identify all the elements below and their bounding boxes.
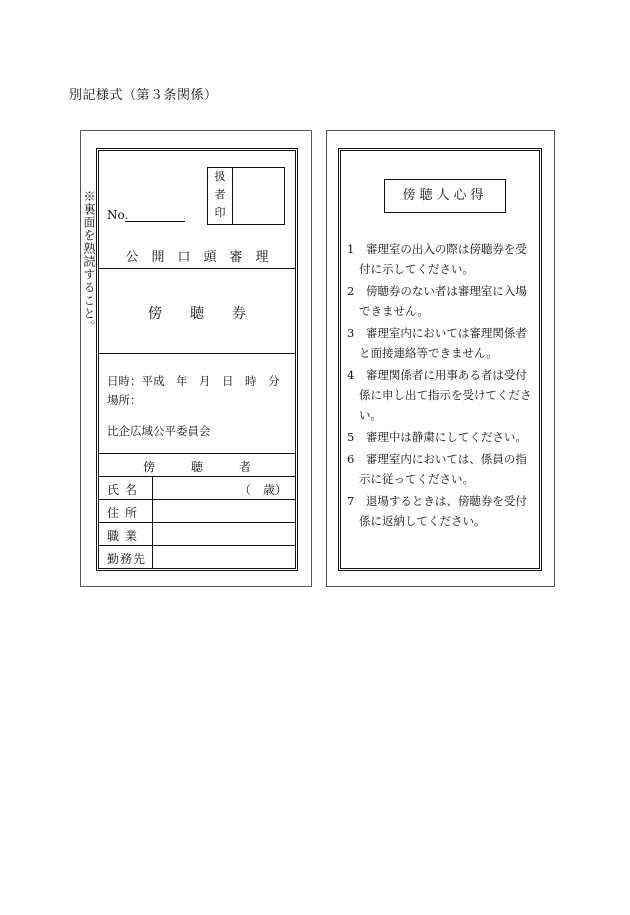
form-heading: 別記様式（第３条関係） xyxy=(69,88,218,103)
table-row xyxy=(99,499,295,523)
handler-stamp-box xyxy=(207,167,285,225)
column-divider xyxy=(152,477,153,500)
age-note: （ 歳） xyxy=(238,483,287,497)
rule-item: 3 審理室内においては審理関係者と面接連絡等できません。 xyxy=(347,326,527,360)
place-label: 場所： xyxy=(107,393,142,407)
stamp-label xyxy=(208,168,233,224)
rule-item: 7 退場するときは、傍聴券を受付係に返納してください。 xyxy=(347,494,527,528)
ticket-front xyxy=(96,148,298,571)
rule-item: 6 審理室内においては、係員の指示に従ってください。 xyxy=(347,452,527,486)
rules-list xyxy=(347,239,533,533)
column-divider xyxy=(152,546,153,569)
vertical-note: ※裏面を熟読すること。 xyxy=(82,190,96,333)
table-row xyxy=(99,545,295,569)
divider xyxy=(99,268,295,269)
rule-item: 4 審理関係者に用事ある者は受付係に申し出て指示を受けてください。 xyxy=(347,368,532,422)
table-header: 傍 聴 者 xyxy=(142,460,251,474)
ticket-back xyxy=(338,148,542,571)
row-label-name: 氏名 xyxy=(107,483,144,497)
stamp-char: 扱 xyxy=(214,170,226,183)
rule-item: 5 審理中は静粛にしてください。 xyxy=(347,430,527,444)
stamp-char: 者 xyxy=(214,188,226,201)
rule-item: 2 傍聴券のない者は審理室に入場できません。 xyxy=(347,284,527,318)
case-title: 公 開 口 頭 審 理 xyxy=(125,250,269,265)
datetime-line: 日時：平成 年 月 日 時 分 xyxy=(107,374,280,388)
column-divider xyxy=(152,523,153,546)
ticket-title: 傍 聴 券 xyxy=(148,306,246,322)
column-divider xyxy=(152,500,153,523)
divider xyxy=(99,353,295,354)
organizer-name: 比企広域公平委員会 xyxy=(107,424,211,438)
ticket-number-line xyxy=(125,221,185,222)
row-label-address: 住所 xyxy=(107,506,144,520)
ticket-number-label: No. xyxy=(107,208,129,222)
rule-item: 1 審理室の出入の際は傍聴券を受付に示してください。 xyxy=(347,242,527,276)
table-row xyxy=(99,522,295,546)
stamp-char: 印 xyxy=(214,206,226,219)
table-header-row xyxy=(99,453,295,477)
table-row xyxy=(99,476,295,500)
row-label-occupation: 職業 xyxy=(107,529,144,543)
row-label-workplace: 勤務先 xyxy=(107,552,147,566)
attendee-table xyxy=(99,453,295,568)
rules-title: 傍聴人心得 xyxy=(384,179,506,213)
